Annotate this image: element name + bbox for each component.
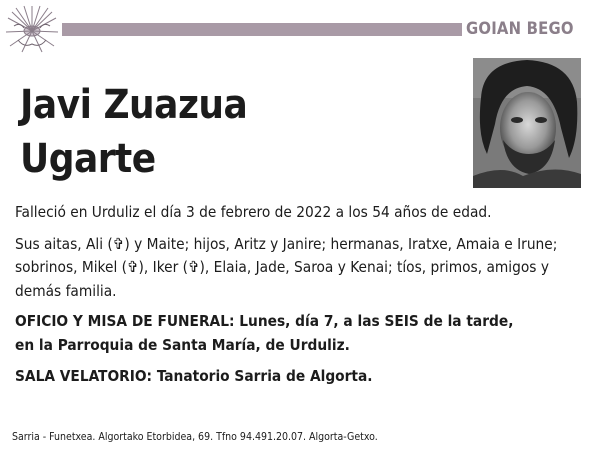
funeral-home-footer: Sarria - Funetxea. Algortako Etorbidea, 69. Tfno 94.491.20.07. Algorta-Getxo.	[12, 431, 378, 443]
family-list: Sus aitas, Ali (✞) y Maite; hijos, Aritz y Janire; hermanas, Iratxe, Amaia e Irune; sobrinos, Mikel (✞), Iker (✞), Elaia, Jade, Saroa y Kenai; tíos, primos, amigos y demás familia.	[15, 234, 558, 300]
header-bar	[62, 23, 462, 36]
funeral-line-1: OFICIO Y MISA DE FUNERAL: Lunes, día 7, a las SEIS de la tarde,	[15, 312, 514, 331]
deceased-name	[20, 78, 460, 186]
name-line-2: Ugarte	[20, 136, 156, 182]
thistle-emblem-icon	[4, 4, 60, 54]
funeral-line-2: en la Parroquia de Santa María, de Urduliz.	[15, 335, 350, 354]
name-line-1: Javi Zuazua	[20, 82, 248, 128]
death-notice: Falleció en Urduliz el día 3 de febrero de 2022 a los 54 años de edad.	[15, 203, 492, 221]
wake-info: SALA VELATORIO: Tanatorio Sarria de Algorta.	[15, 366, 373, 385]
funeral-info	[15, 310, 585, 357]
notice-body	[15, 201, 585, 388]
brand-title: GOIAN BEGO	[466, 19, 574, 38]
portrait-photo	[473, 58, 581, 188]
